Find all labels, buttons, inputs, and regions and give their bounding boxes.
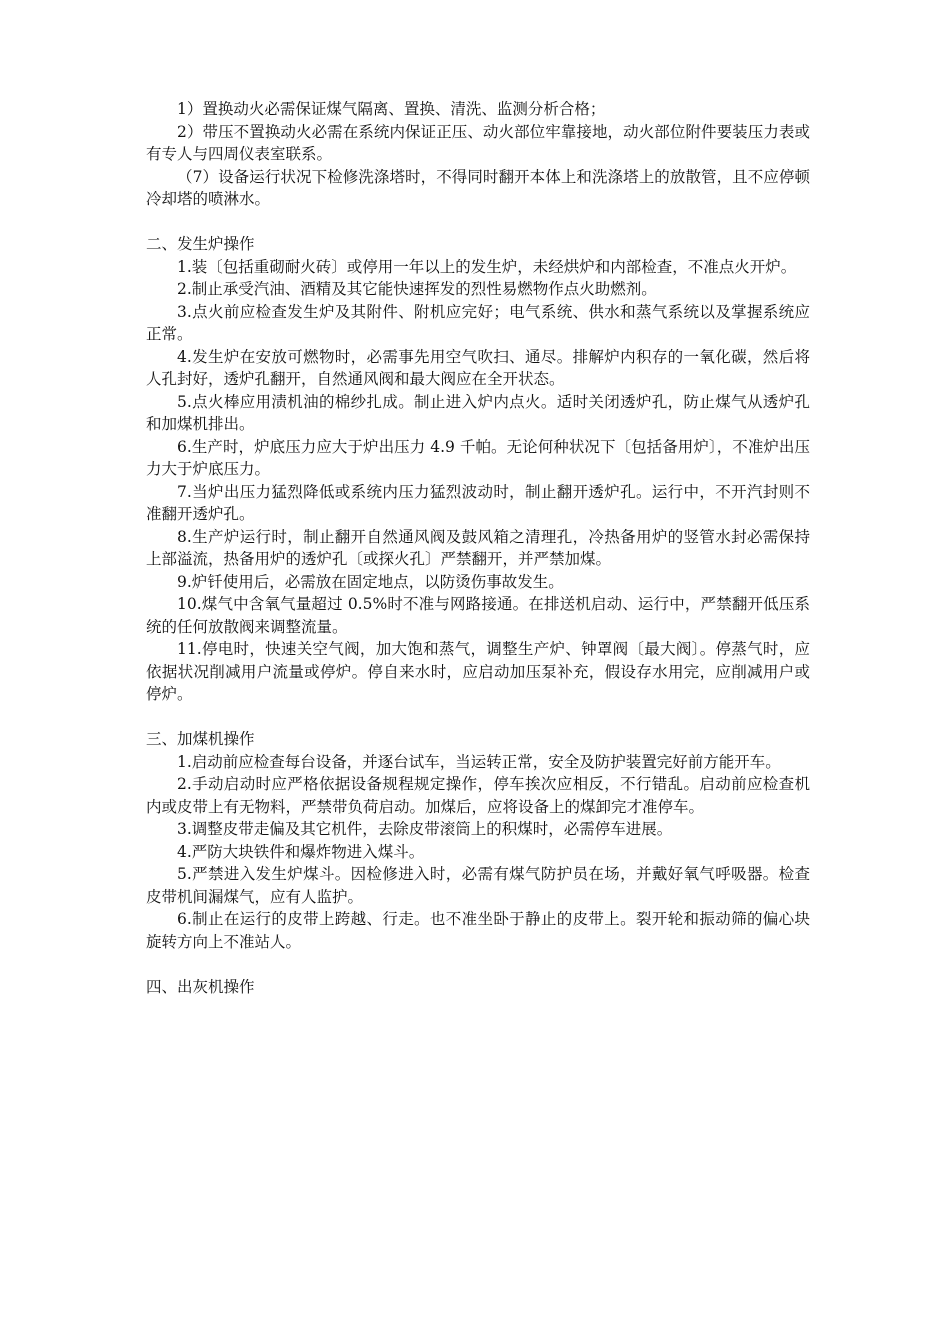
paragraph-hotwork-1: 1）置换动火必需保证煤气隔离、置换、清洗、监测分析合格；: [177, 100, 606, 118]
document-page: [146, 98, 810, 998]
list-item: 7.当炉出压力猛烈降低或系统内压力猛烈波动时，制止翻开透炉孔。运行中，不开汽封则不准翻开透炉孔。: [146, 482, 810, 523]
list-item: 1.装〔包括重砌耐火砖〕或停用一年以上的发生炉，未经烘炉和内部检查，不准点火开炉。: [177, 257, 797, 276]
list-item: 11.停电时，快速关空气阀，加大饱和蒸气，调整生产炉、钟罩阀〔最大阀〕。停蒸气时，应依据状况削减用户流量或停炉。停自来水时，应启动加压泵补充，假设存水用完，应削减用户或停炉。: [146, 640, 810, 703]
list-item: 8.生产炉运行时，制止翻开自然通风阀及鼓风箱之清理孔，冷热备用炉的竖管水封必需保持上部溢流，热备用炉的透炉孔〔或探火孔〕严禁翻开，并严禁加煤。: [146, 527, 810, 568]
spacer: [146, 211, 810, 234]
list-item: 3.点火前应检查发生炉及其附件、附机应完好；电气系统、供水和蒸气系统以及掌握系统应正常。: [146, 302, 810, 343]
list-item: 5.严禁进入发生炉煤斗。因检修进入时，必需有煤气防护员在场，并戴好氧气呼吸器。检查皮带机间漏煤气，应有人监护。: [146, 865, 810, 906]
spacer: [146, 953, 810, 976]
list-item: 9.炉钎使用后，必需放在固定地点，以防烫伤事故发生。: [177, 572, 564, 591]
list-item: 3.调整皮带走偏及其它机件，去除皮带滚筒上的积煤时，必需停车进展。: [177, 820, 673, 838]
list-item: 6.制止在运行的皮带上跨越、行走。也不准坐卧于静止的皮带上。裂开轮和振动筛的偏心块旋转方向上不准站人。: [146, 910, 810, 951]
list-item: 4.发生炉在安放可燃物时，必需事先用空气吹扫、通尽。排解炉内积存的一氧化碳，然后将人孔封好，透炉孔翻开，自然通风阀和最大阀应在全开状态。: [146, 347, 810, 388]
list-item: 10.煤气中含氧气量超过 0.5%时不准与网路接通。在排送机启动、运行中，严禁翻开低压系统的任何放散阀来调整流量。: [146, 595, 810, 636]
list-item: 1.启动前应检查每台设备，并逐台试车，当运转正常，安全及防护装置完好前方能开车。: [177, 752, 781, 771]
list-item: 2.手动启动时应严格依据设备规程规定操作，停车挨次应相反，不行错乱。启动前应检查机内或皮带上有无物料，严禁带负荷启动。加煤后，应将设备上的煤卸完才准停车。: [146, 775, 810, 816]
list-item: 5.点火棒应用渍机油的棉纱扎成。制止进入炉内点火。适时关闭透炉孔，防止煤气从透炉孔和加煤机排出。: [146, 392, 810, 433]
paragraph-hotwork-2: 2）带压不置换动火必需在系统内保证正压、动火部位牢靠接地，动火部位附件要装压力表或有专人与四周仪表室联系。: [146, 122, 810, 163]
list-item: 4.严防大块铁件和爆炸物进入煤斗。: [177, 842, 425, 861]
list-item: 6.生产时，炉底压力应大于炉出压力 4.9 千帕。无论何种状况下〔包括备用炉〕，不准炉出压力大于炉底压力。: [146, 437, 810, 478]
spacer: [146, 706, 810, 729]
section-heading-ash-discharger: 四、出灰机操作: [146, 977, 255, 996]
section-heading-generator: 二、发生炉操作: [146, 235, 255, 253]
list-item: 2.制止承受汽油、酒精及其它能快速挥发的烈性易燃物作点火助燃剂。: [177, 280, 657, 298]
paragraph-item-7: （7）设备运行状况下检修洗涤塔时，不得同时翻开本体上和洗涤塔上的放散管，且不应停顿冷却塔的喷淋水。: [146, 167, 810, 208]
section-heading-coal-feeder: 三、加煤机操作: [146, 730, 255, 748]
